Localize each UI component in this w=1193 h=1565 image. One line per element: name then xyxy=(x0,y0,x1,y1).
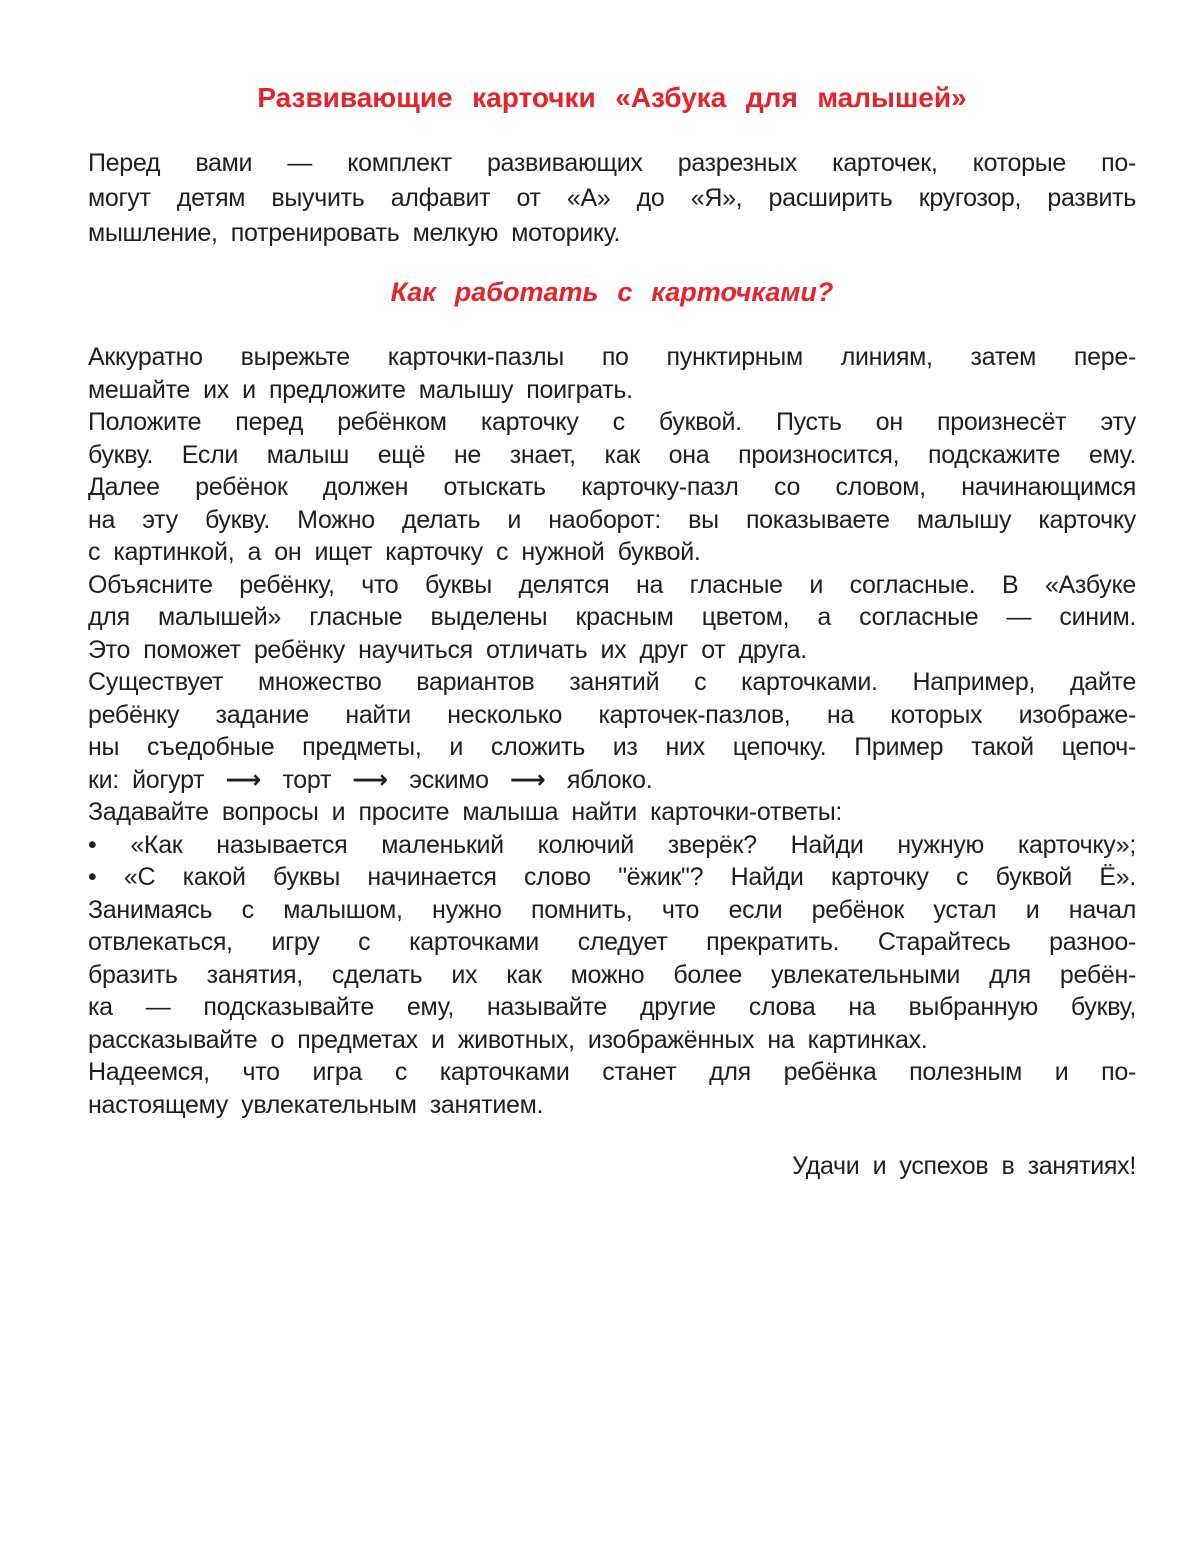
text-line: Аккуратно вырежьте карточки-пазлы по пунктирным линиям, затем пере- xyxy=(88,343,1136,371)
right-arrow-icon: ⟶ xyxy=(509,764,546,794)
body-text xyxy=(88,341,1136,1121)
text-line: Это поможет ребёнку научиться отличать их друг от друга. xyxy=(88,635,807,664)
text-line: отвлекаться, игру с карточками следует прекратить. Старайтесь разноо- xyxy=(88,928,1136,956)
text-line: ны съедобные предметы, и сложить из них цепочку. Пример такой цепоч- xyxy=(88,733,1136,761)
right-arrow-icon: ⟶ xyxy=(225,764,262,794)
text-line: букву. Если малыш ещё не знает, как она произносится, подскажите ему. xyxy=(88,440,1136,469)
text-line: мышление, потренировать мелкую моторику. xyxy=(88,219,621,247)
page-title: Развивающие карточки «Азбука для малышей» xyxy=(257,82,967,113)
text-line: настоящему увлекательным занятием. xyxy=(88,1090,544,1119)
text-line: ка — подсказывайте ему, называйте другие слова на выбранную букву, xyxy=(88,993,1136,1021)
text-line: мешайте их и предложите малышу поиграть. xyxy=(88,375,633,404)
text-line: ребёнку задание найти несколько карточек-пазлов, на которых изображе- xyxy=(88,700,1136,729)
text-line: Перед вами — комплект развивающих разрезных карточек, которые по- xyxy=(88,149,1136,177)
closing-line: Удачи и успехов в занятиях! xyxy=(792,1152,1136,1180)
text-line: на эту букву. Можно делать и наоборот: вы показываете малышу карточку xyxy=(88,505,1136,534)
text-line: • «Как называется маленький колючий зверёк? Найди нужную карточку»; xyxy=(88,830,1136,859)
text-line: • «С какой буквы начинается слово "ёжик"? Найди карточку с буквой Ё». xyxy=(88,863,1136,891)
text-line: Надеемся, что игра с карточками станет для ребёнка полезным и по- xyxy=(88,1058,1136,1086)
text-line: с картинкой, а он ищет карточку с нужной буквой. xyxy=(88,538,701,566)
text-line: рассказывайте о предметах и животных, изображённых на картинках. xyxy=(88,1025,928,1054)
text-line: ки: йогурт ⟶ торт ⟶ эскимо ⟶ яблоко. xyxy=(88,764,653,794)
text-line: Занимаясь с малышом, нужно помнить, что если ребёнок устал и начал xyxy=(88,895,1136,924)
text-line: Далее ребёнок должен отыскать карточку-пазл со словом, начинающимся xyxy=(88,473,1136,501)
text-line: бразить занятия, сделать их как можно более увлекательными для ребён- xyxy=(88,960,1136,989)
text-line: для малышей» гласные выделены красным цветом, а согласные — синим. xyxy=(88,603,1136,631)
text-line: могут детям выучить алфавит от «А» до «Я», расширить кругозор, развить xyxy=(88,184,1136,212)
right-arrow-icon: ⟶ xyxy=(352,764,389,794)
text-line: Существует множество вариантов занятий с карточками. Например, дайте xyxy=(88,668,1136,696)
text-line: Объясните ребёнку, что буквы делятся на гласные и согласные. В «Азбуке xyxy=(88,570,1136,599)
text-line: Положите перед ребёнком карточку с буквой. Пусть он произнесёт эту xyxy=(88,408,1136,436)
text-line: Задавайте вопросы и просите малыша найти карточки-ответы: xyxy=(88,798,843,826)
section-heading: Как работать с карточками? xyxy=(390,277,834,307)
intro-paragraph xyxy=(88,146,1136,251)
